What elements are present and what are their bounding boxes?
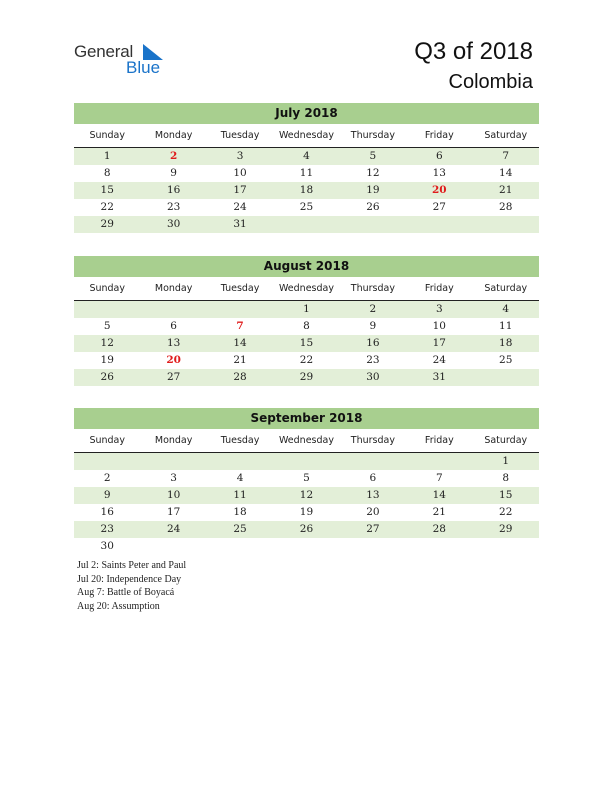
holiday-list [77,559,186,613]
day-cell: 2 [169,150,178,162]
day-cell: 18 [499,337,513,349]
day-cell: 5 [303,472,310,484]
day-cell: 31 [233,218,247,230]
holiday-entry: Jul 20: Independence Day [77,573,182,585]
day-cell [74,453,140,470]
day-cell: 19 [366,184,380,196]
logo-blue-text: Blue [126,58,161,77]
week-row [74,318,539,335]
day-cell [207,453,273,470]
day-cell: 23 [166,201,181,213]
month-header: September 2018 [74,408,539,429]
day-cell: 16 [166,184,181,196]
day-cell: 2 [103,472,111,484]
day-cell [406,453,472,470]
day-cell: 1 [303,303,310,315]
week-row [74,369,539,386]
week-row [74,504,539,521]
day-cell [273,216,339,233]
weekday-header-row [74,432,539,453]
day-cell: 19 [100,354,114,366]
week-row [74,335,539,352]
country-name: Colombia [448,71,533,93]
day-cell: 11 [499,320,513,332]
day-cell: 3 [435,303,443,315]
day-cell: 6 [369,472,377,484]
holiday-entry: Aug 20: Assumption [77,600,160,612]
day-cell: 23 [366,354,380,366]
day-cell [207,301,273,318]
holiday-entry: Aug 7: Battle of Boyacá [77,587,175,598]
day-cell: 14 [499,167,513,179]
day-cell: 26 [100,371,114,383]
day-cell [74,301,140,318]
day-cell: 16 [366,337,380,349]
day-cell: 4 [303,150,310,162]
day-cell: 8 [502,472,510,484]
day-cell: 1 [103,150,111,162]
day-cell: 29 [100,218,114,230]
day-cell [273,453,339,470]
day-cell: 8 [103,167,111,179]
day-cell: 20 [366,506,380,518]
day-cell: 21 [499,184,513,196]
weekday-label: Sunday [89,283,125,294]
holiday-entry: Jul 2: Saints Peter and Paul [77,560,187,571]
day-cell: 20 [432,184,447,196]
day-cell [273,538,339,555]
day-cell: 8 [303,320,310,332]
day-cell: 19 [299,506,314,518]
day-cell: 1 [502,455,510,467]
day-cell: 9 [170,167,177,179]
day-cell: 9 [103,489,111,501]
day-cell: 2 [369,303,377,315]
day-cell: 5 [103,320,111,332]
day-cell: 26 [366,201,380,213]
day-cell: 25 [499,354,513,366]
day-cell: 28 [432,523,446,535]
weekday-label: Sunday [89,435,125,446]
weekday-label: Wednesday [278,130,334,141]
week-row [74,487,539,504]
month-august [74,256,539,386]
day-cell: 15 [299,337,314,349]
weekday-label: Monday [154,435,193,446]
week-row [74,301,539,318]
day-cell: 21 [432,506,446,518]
week-row [74,352,539,369]
day-cell: 28 [499,201,513,213]
week-row [74,538,539,555]
day-cell: 25 [299,201,314,213]
day-cell: 28 [233,371,247,383]
weekday-label: Wednesday [278,435,334,446]
day-cell: 14 [432,489,446,501]
weekday-header-row [74,280,539,301]
day-cell: 6 [435,150,443,162]
day-cell: 18 [233,506,247,518]
week-row [74,182,539,199]
day-cell: 21 [233,354,247,366]
day-cell: 20 [166,354,181,366]
day-cell [340,538,406,555]
day-cell: 29 [499,523,513,535]
month-september [74,408,539,555]
day-cell: 23 [100,523,114,535]
day-cell: 10 [233,167,247,179]
weekday-label: Thursday [350,130,395,141]
day-cell: 13 [366,489,380,501]
day-cell [340,216,406,233]
day-cell: 13 [432,167,446,179]
day-cell: 10 [432,320,446,332]
day-cell: 22 [100,201,114,213]
weekday-label: Tuesday [220,435,260,446]
logo [74,42,184,82]
day-cell: 27 [366,523,380,535]
day-cell: 7 [435,472,443,484]
day-cell: 26 [299,523,314,535]
day-cell: 24 [432,354,446,366]
weekday-label: Friday [424,283,454,294]
day-cell: 7 [502,150,510,162]
day-cell: 22 [499,506,513,518]
day-cell: 24 [233,201,247,213]
day-cell: 15 [499,489,513,501]
day-cell: 17 [432,337,446,349]
day-cell: 17 [166,506,181,518]
week-row [74,521,539,538]
day-cell [473,369,539,386]
month-header: August 2018 [74,256,539,277]
week-row [74,470,539,487]
week-row [74,199,539,216]
weekday-label: Wednesday [278,283,334,294]
day-cell: 12 [299,489,314,501]
week-row [74,453,539,470]
day-cell: 13 [166,337,181,349]
weekday-label: Saturday [484,130,528,141]
day-cell: 24 [166,523,181,535]
weekday-label: Thursday [350,435,395,446]
day-cell: 29 [299,371,314,383]
day-cell: 6 [170,320,177,332]
week-row [74,148,539,165]
day-cell: 30 [166,218,181,230]
month-header: July 2018 [74,103,539,124]
day-cell [473,538,539,555]
day-cell [340,453,406,470]
day-cell [473,216,539,233]
day-cell: 30 [366,371,380,383]
day-cell: 25 [233,523,247,535]
weekday-label: Thursday [350,283,395,294]
day-cell: 12 [100,337,114,349]
month-july [74,103,539,233]
week-row [74,216,539,233]
weekday-label: Monday [154,130,193,141]
weekday-label: Friday [424,130,454,141]
day-cell [140,538,206,555]
weekday-label: Saturday [484,435,528,446]
day-cell: 27 [166,371,181,383]
weekday-label: Saturday [484,283,528,294]
weekday-label: Sunday [89,130,125,141]
logo-general-text: General [74,42,134,61]
day-cell: 11 [299,167,314,179]
day-cell: 11 [233,489,247,501]
day-cell: 3 [236,150,244,162]
day-cell [406,216,472,233]
day-cell: 18 [299,184,314,196]
weekday-label: Friday [424,435,454,446]
day-cell: 4 [236,472,244,484]
day-cell: 14 [233,337,247,349]
day-cell: 5 [369,150,377,162]
day-cell: 22 [299,354,314,366]
weekday-header-row [74,127,539,148]
week-row [74,165,539,182]
day-cell: 31 [432,371,446,383]
day-cell: 10 [166,489,181,501]
weekday-label: Tuesday [220,130,260,141]
day-cell: 15 [100,184,114,196]
day-cell [140,301,206,318]
day-cell: 30 [100,540,114,552]
day-cell [140,453,206,470]
day-cell [207,538,273,555]
day-cell: 12 [366,167,380,179]
day-cell: 27 [432,201,446,213]
day-cell: 7 [236,320,244,332]
weekday-label: Tuesday [220,283,260,294]
day-cell: 16 [100,506,114,518]
page-title: Q3 of 2018 [414,38,533,65]
day-cell: 9 [369,320,377,332]
day-cell: 17 [233,184,247,196]
day-cell: 3 [170,472,177,484]
day-cell [406,538,472,555]
weekday-label: Monday [154,283,193,294]
day-cell: 4 [502,303,510,315]
